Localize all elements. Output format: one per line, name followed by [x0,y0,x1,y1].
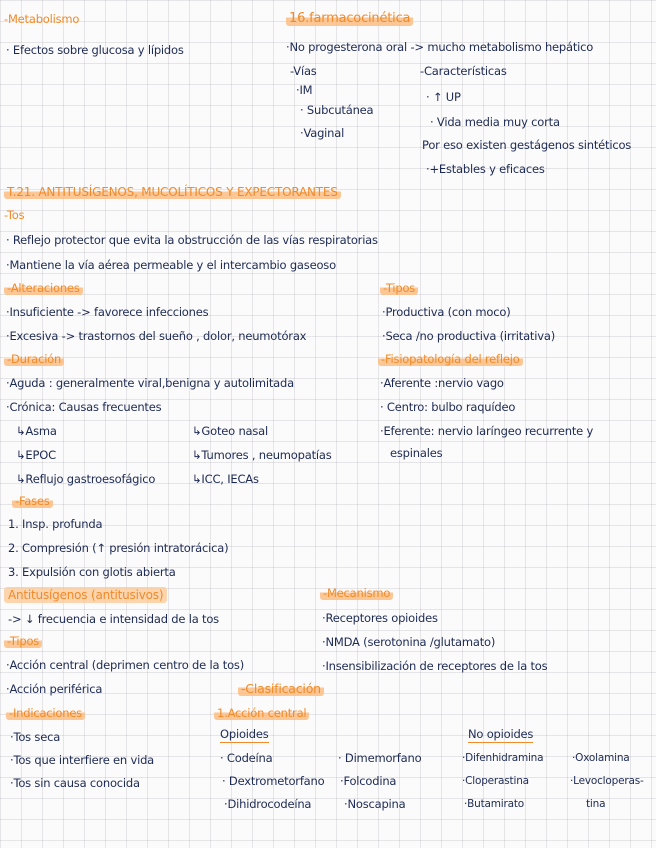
fisiopatologia-centro: · Centro: bulbo raquídeo [380,400,516,414]
duracion-cronica: ·Crónica: Causas frecuentes [6,400,162,414]
tipos-antitusigenos-heading: -Tipos [4,634,42,648]
metabolismo-line: · Efectos sobre glucosa y lípidos [6,43,184,57]
antitusigenos-heading: Antitusígenos (antitusivos) [4,588,167,602]
alteraciones-line-1: ·Insuficiente -> favorece infecciones [6,305,209,319]
caracteristica-up: · ↑ UP [426,90,461,104]
fase-2: 2. Compresión (↑ presión intratorácica) [8,541,229,555]
clasificacion-heading: -Clasificación [238,682,324,696]
opioide-dimemorfano: · Dimemorfano [338,751,422,765]
causa-reflujo: ↳Reflujo gastroesofágico [16,472,156,486]
farmacocinetica-heading: 16.farmacocinética [286,12,413,26]
fisiopatologia-heading: -Fisiopatología del reflejo [378,352,523,366]
via-subcutanea: · Subcutánea [300,103,374,117]
indicacion-interfiere: ·Tos que interfiere en vida [10,753,155,767]
causa-icc: ↳ICC, IECAs [192,472,259,486]
tos-heading: -Tos [4,208,25,222]
opioides-heading: Opioides [220,727,269,741]
tos-line-1: · Reflejo protector que evita la obstrucción de las vías respiratorias [6,233,378,247]
alteraciones-heading: -Alteraciones [4,281,83,295]
alteraciones-line-2: ·Excesiva -> trastornos del sueño , dolor, neumotórax [6,329,307,343]
caracteristica-gestagenos: Por eso existen gestágenos sintéticos [422,138,632,152]
causa-tumores: ↳Tumores , neumopatías [192,448,332,462]
vias-heading: -Vías [290,64,317,78]
opioide-codeina: · Codeína [220,751,273,765]
clasificacion-accion-central: 1.Acción central [214,706,309,720]
farmacocinetica-line: ·No progesterona oral -> mucho metabolismo hepático [286,40,594,54]
no-opioides-heading: No opioides [468,727,534,741]
no-opioide-levocloperastina: ·Levocloperas- [570,775,644,787]
tipos-accion-periferica: ·Acción periférica [6,682,103,696]
caracteristica-vida-media: · Vida media muy corta [430,115,560,129]
causa-asma: ↳Asma [16,424,57,438]
fase-3: 3. Expulsión con glotis abierta [8,565,176,579]
section-title: T.21. ANTITUSÍGENOS, MUCOLÍTICOS Y EXPECTORANTES [4,185,341,199]
opioide-dihidrocodeina: ·Dihidrocodeína [224,797,312,811]
causa-epoc: ↳EPOC [16,448,56,462]
no-opioide-oxolamina: ·Oxolamina [572,752,630,764]
indicacion-sin-causa: ·Tos sin causa conocida [10,776,140,790]
mecanismo-insensibilizacion: ·Insensibilización de receptores de la tos [322,659,548,673]
opioide-noscapina: ·Noscapina [344,797,406,811]
opioide-dextrometorfano: · Dextrometorfano [222,774,325,788]
via-im: ·IM [296,83,313,97]
caracteristica-estables: ·+Estables y eficaces [426,162,545,176]
opioide-folcodina: ·Folcodina [340,774,397,788]
no-opioide-difenhidramina: ·Difenhidramina [462,752,544,764]
tos-line-2: ·Mantiene la vía aérea permeable y el intercambio gaseoso [6,258,336,272]
metabolismo-heading: -Metabolismo [4,12,80,26]
indicacion-tos-seca: ·Tos seca [10,730,61,744]
fisiopatologia-aferente: ·Aferente :nervio vago [380,376,504,390]
no-opioide-cloperastina: ·Cloperastina [462,775,529,787]
fase-1: 1. Insp. profunda [8,517,103,531]
tipos-tos-heading: -Tipos [380,281,418,295]
indicaciones-heading: -Indicaciones [6,706,85,720]
no-opioide-butamirato: ·Butamirato [464,798,524,810]
duracion-heading: -Duración [4,352,64,366]
no-opioide-levocloperastina-cont: tina [586,798,606,810]
caracteristicas-heading: -Características [420,64,507,78]
duracion-aguda: ·Aguda : generalmente viral,benigna y autolimitada [6,376,294,390]
mecanismo-opioides: ·Receptores opioides [322,611,438,625]
fisiopatologia-eferente: ·Eferente: nervio laríngeo recurrente y [380,424,594,438]
mecanismo-nmda: ·NMDA (serotonina /glutamato) [322,635,496,649]
causa-goteo-nasal: ↳Goteo nasal [192,424,269,438]
fisiopatologia-espinales: espinales [390,446,443,460]
tipos-accion-central: ·Acción central (deprimen centro de la tos) [6,658,244,672]
tipos-tos-line-1: ·Productiva (con moco) [382,305,511,319]
antitusigenos-definicion: -> ↓ frecuencia e intensidad de la tos [8,612,219,626]
via-vaginal: ·Vaginal [300,126,345,140]
fases-heading: -Fases [12,494,53,508]
tipos-tos-line-2: ·Seca /no productiva (irritativa) [382,329,555,343]
mecanismo-heading: -Mecanismo [320,586,393,600]
